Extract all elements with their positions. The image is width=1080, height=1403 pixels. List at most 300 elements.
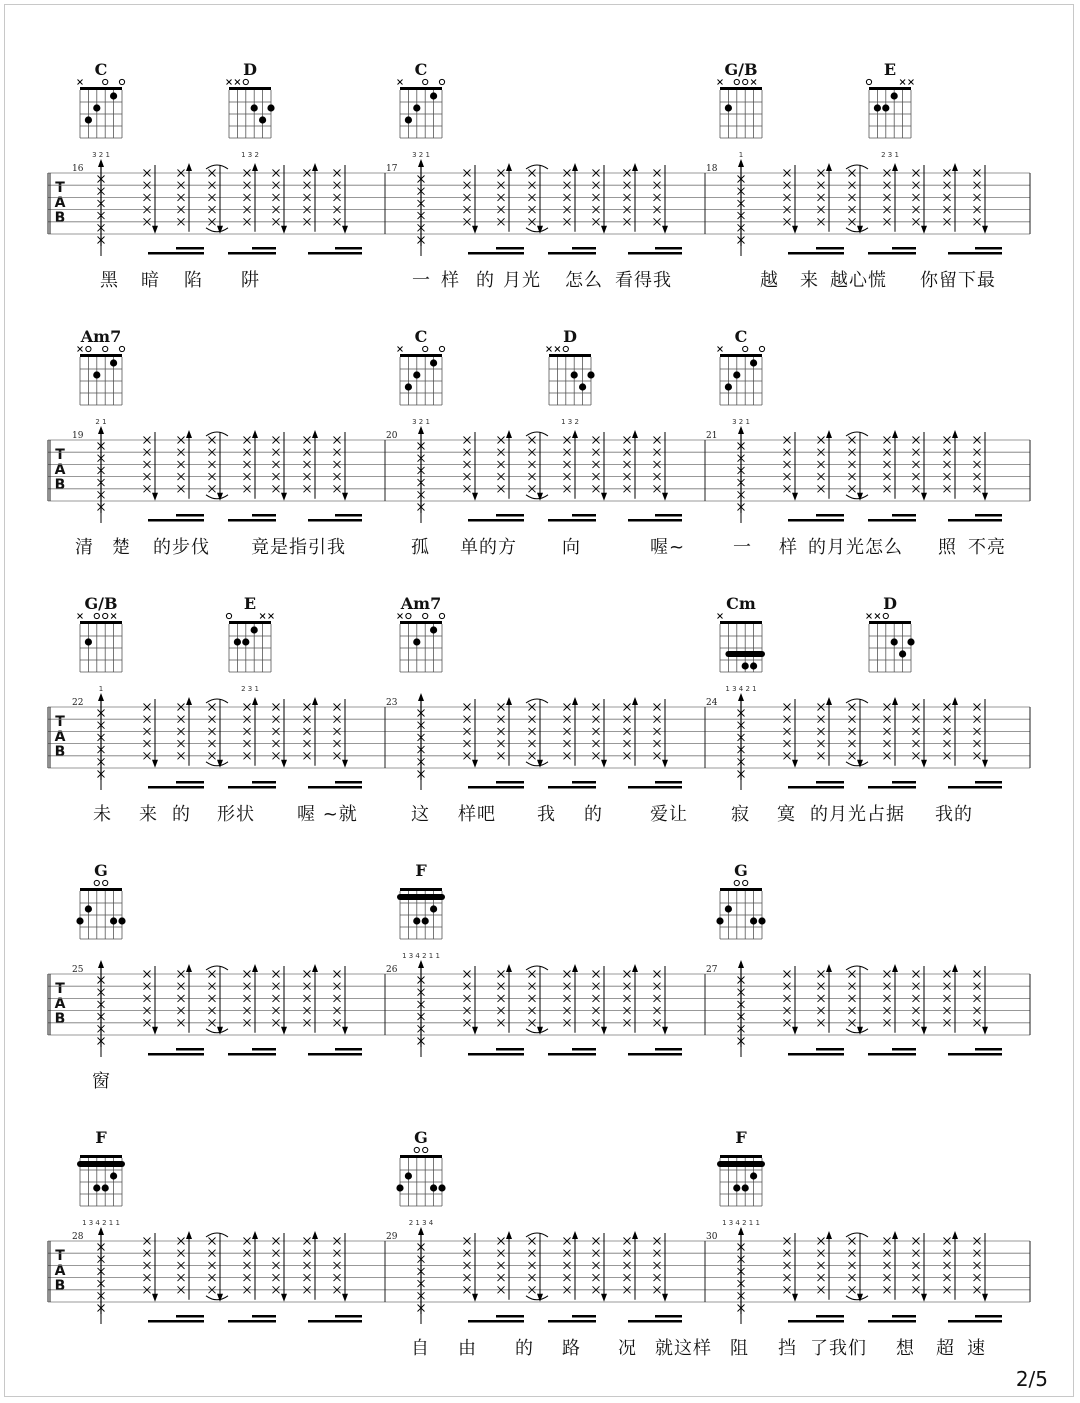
tie-arc <box>526 1296 548 1300</box>
finger-dot <box>438 1184 445 1191</box>
strum-arrow-down <box>857 1294 863 1302</box>
beam <box>628 1053 682 1056</box>
open-string-mark <box>86 346 91 351</box>
beam <box>496 247 524 250</box>
finger-dot <box>110 1172 117 1179</box>
chord-nut <box>80 621 122 624</box>
strum-arrow-up <box>98 1227 104 1235</box>
lyric: 窗 <box>92 1071 111 1092</box>
strum-arrow-up <box>252 1231 258 1239</box>
measure-number: 29 <box>386 1232 398 1242</box>
finger-dot <box>750 662 757 669</box>
strum-arrow-down <box>152 1027 158 1035</box>
beam <box>572 1048 596 1051</box>
beam <box>628 252 682 255</box>
strum-arrow-up <box>632 430 638 438</box>
tie-arc <box>846 228 868 232</box>
chord-diagram-e: E <box>243 594 257 613</box>
beam <box>655 514 682 517</box>
open-string-mark <box>423 613 428 618</box>
beam <box>788 519 844 522</box>
strum-arrow-up <box>892 697 898 705</box>
lyric: 看得我 <box>615 270 672 291</box>
strum-arrow-down <box>921 760 927 768</box>
beam <box>788 1320 844 1323</box>
lyric: 寂 <box>731 804 750 825</box>
tab-label-b: B <box>54 1011 66 1027</box>
strum-arrow-up <box>892 163 898 171</box>
chord-fingering: 1 <box>98 685 104 693</box>
beam <box>548 519 596 522</box>
barre-bar <box>725 651 765 657</box>
strum-arrow-up <box>632 697 638 705</box>
strum-arrow-down <box>217 1294 223 1302</box>
strum-arrow-up <box>826 430 832 438</box>
finger-dot <box>430 905 437 912</box>
strum-arrow-down <box>152 760 158 768</box>
finger-dot <box>405 383 412 390</box>
chord-diagram-am7: Am7 <box>400 594 442 613</box>
finger-dot <box>587 371 594 378</box>
strum-arrow-down <box>217 493 223 501</box>
measure-number: 19 <box>72 431 84 441</box>
tie-arc <box>206 1029 228 1033</box>
chord-diagram-d: D <box>563 327 577 346</box>
strum-arrow-up <box>826 697 832 705</box>
finger-dot <box>405 1172 412 1179</box>
chord-nut <box>869 621 911 624</box>
tie-arc <box>206 966 228 970</box>
finger-dot <box>725 104 732 111</box>
tie-arc <box>206 1233 228 1237</box>
chord-nut <box>400 1155 442 1158</box>
tab-label-b: B <box>54 210 66 226</box>
finger-dot <box>93 104 100 111</box>
tie-arc <box>846 1296 868 1300</box>
tie-arc <box>846 165 868 169</box>
beam <box>868 786 916 789</box>
strum-arrow-up <box>506 697 512 705</box>
lyric: 竟是指引我 <box>251 537 346 558</box>
beam <box>308 252 362 255</box>
finger-dot <box>118 917 125 924</box>
finger-dot <box>110 359 117 366</box>
strum-arrow-up <box>738 693 744 701</box>
lyric: 爱让 <box>650 804 688 825</box>
measure-number: 24 <box>706 698 718 708</box>
lyric: 想 <box>896 1338 915 1359</box>
beam <box>655 247 682 250</box>
chord-fingering: 1 3 4 2 1 <box>725 685 757 693</box>
measure-number: 22 <box>72 698 84 708</box>
strum-arrow-up <box>312 697 318 705</box>
tab-label-b: B <box>54 1278 66 1294</box>
chord-nut <box>720 87 762 90</box>
lyric: 喔~ <box>650 537 686 558</box>
tab-label-t: T <box>55 180 65 196</box>
beam <box>335 1315 362 1318</box>
finger-dot <box>267 104 274 111</box>
strum-arrow-down <box>472 1027 478 1035</box>
strum-arrow-down <box>662 760 668 768</box>
measure-number: 28 <box>72 1232 84 1242</box>
beam <box>892 781 916 784</box>
tie-arc <box>526 165 548 169</box>
beam <box>868 1320 916 1323</box>
finger-dot <box>251 626 258 633</box>
lyric: 黑 <box>100 270 119 291</box>
strum-arrow-down <box>662 226 668 234</box>
chord-nut <box>869 87 911 90</box>
beam <box>335 247 362 250</box>
lyric: 的 <box>476 270 495 291</box>
chord-fingering: 3 2 1 <box>412 151 430 159</box>
lyric: 一 <box>412 270 431 291</box>
open-string-mark <box>414 1147 419 1152</box>
strum-arrow-down <box>982 493 988 501</box>
strum-arrow-up <box>252 964 258 972</box>
finger-dot <box>725 905 732 912</box>
finger-dot <box>85 638 92 645</box>
strum-arrow-up <box>312 964 318 972</box>
barre-bar <box>77 1161 125 1167</box>
finger-dot <box>907 638 914 645</box>
beam <box>948 252 1002 255</box>
finger-dot <box>725 383 732 390</box>
finger-dot <box>750 917 757 924</box>
finger-dot <box>234 638 241 645</box>
beam <box>892 1048 916 1051</box>
lyric: 向 <box>562 537 581 558</box>
finger-dot <box>413 371 420 378</box>
beam <box>252 1315 276 1318</box>
beam <box>148 1053 204 1056</box>
lyric: 自 <box>411 1338 430 1359</box>
chord-nut <box>80 1155 122 1158</box>
chord-nut <box>80 87 122 90</box>
open-string-mark <box>103 346 108 351</box>
strum-arrow-up <box>418 693 424 701</box>
chord-fingering: 2 1 <box>95 418 107 426</box>
strum-arrow-up <box>572 163 578 171</box>
lyric: 形状 <box>217 804 255 825</box>
chord-fingering: 3 2 1 <box>412 418 430 426</box>
open-string-mark <box>439 613 444 618</box>
tie-arc <box>846 1029 868 1033</box>
measure-number: 26 <box>386 965 398 975</box>
beam <box>788 252 844 255</box>
strum-arrow-down <box>217 1027 223 1035</box>
open-string-mark <box>423 1147 428 1152</box>
tie-arc <box>526 1029 548 1033</box>
lyric: 的 <box>172 804 191 825</box>
lyric: 单的方 <box>460 537 517 558</box>
finger-dot <box>251 104 258 111</box>
strum-arrow-down <box>662 1294 668 1302</box>
chord-diagram-g-b: G/B <box>84 594 118 613</box>
beam <box>496 1048 524 1051</box>
finger-dot <box>102 1184 109 1191</box>
tab-label-a: A <box>54 1263 66 1279</box>
strum-arrow-down <box>601 1027 607 1035</box>
open-string-mark <box>439 346 444 351</box>
beam <box>308 1320 362 1323</box>
beam <box>148 519 204 522</box>
strum-arrow-down <box>921 1294 927 1302</box>
lyric: 挡 <box>778 1338 797 1359</box>
beam <box>572 1315 596 1318</box>
beam <box>548 1053 596 1056</box>
lyric: 孤 <box>411 537 430 558</box>
strum-arrow-down <box>982 1294 988 1302</box>
chord-diagram-g: G <box>94 861 108 880</box>
strum-arrow-down <box>537 493 543 501</box>
strum-arrow-down <box>281 493 287 501</box>
measure-number: 18 <box>706 164 718 174</box>
chord-diagram-c: C <box>94 60 108 79</box>
strum-arrow-up <box>952 1231 958 1239</box>
strum-arrow-down <box>342 1294 348 1302</box>
strum-arrow-up <box>98 960 104 968</box>
strum-arrow-up <box>738 426 744 434</box>
strum-arrow-up <box>252 697 258 705</box>
beam <box>628 786 682 789</box>
chord-diagram-cm: Cm <box>726 594 756 613</box>
chord-fingering: 1 3 4 2 1 1 <box>82 1219 120 1227</box>
tie-arc <box>846 1233 868 1237</box>
strum-arrow-up <box>418 426 424 434</box>
finger-dot <box>571 371 578 378</box>
tie-arc <box>206 762 228 766</box>
lyric: 一 <box>733 537 752 558</box>
strum-arrow-up <box>738 1227 744 1235</box>
lyric: 不亮 <box>968 537 1006 558</box>
chord-nut <box>400 888 442 891</box>
chord-diagram-c: C <box>734 327 748 346</box>
strum-arrow-up <box>506 964 512 972</box>
chord-diagram-g-b: G/B <box>724 60 758 79</box>
open-string-mark <box>103 880 108 885</box>
strum-arrow-up <box>186 163 192 171</box>
strum-arrow-up <box>506 163 512 171</box>
chord-diagram-c: C <box>414 60 428 79</box>
strum-arrow-up <box>738 960 744 968</box>
open-string-mark <box>94 613 99 618</box>
open-string-mark <box>439 79 444 84</box>
beam <box>176 781 204 784</box>
chord-diagram-f: F <box>95 1128 107 1147</box>
measure-number: 25 <box>72 965 84 975</box>
strum-arrow-up <box>312 430 318 438</box>
tab-label-a: A <box>54 996 66 1012</box>
finger-dot <box>733 371 740 378</box>
tab-label-b: B <box>54 744 66 760</box>
strum-arrow-down <box>857 760 863 768</box>
beam <box>252 1048 276 1051</box>
beam <box>655 1048 682 1051</box>
strum-arrow-up <box>892 964 898 972</box>
lyric: 怎么 <box>565 270 603 291</box>
finger-dot <box>396 1184 403 1191</box>
lyric: 暗 <box>141 270 160 291</box>
tie-arc <box>526 966 548 970</box>
lyric: 的月光占据 <box>810 804 905 825</box>
chord-nut <box>80 354 122 357</box>
finger-dot <box>110 92 117 99</box>
beam <box>975 514 1002 517</box>
beam <box>948 1320 1002 1323</box>
strum-arrow-down <box>921 226 927 234</box>
tie-arc <box>526 228 548 232</box>
beam <box>816 514 844 517</box>
beam <box>496 514 524 517</box>
lyric: 路 <box>562 1338 581 1359</box>
tie-arc <box>206 495 228 499</box>
chord-nut <box>720 1155 762 1158</box>
strum-arrow-down <box>857 493 863 501</box>
open-string-mark <box>743 346 748 351</box>
strum-arrow-down <box>537 1027 543 1035</box>
open-string-mark <box>119 79 124 84</box>
beam <box>816 1048 844 1051</box>
strum-arrow-down <box>857 1027 863 1035</box>
beam <box>788 1053 844 1056</box>
lyric: 来 <box>139 804 158 825</box>
finger-dot <box>242 638 249 645</box>
beam <box>868 1053 916 1056</box>
strum-arrow-up <box>952 964 958 972</box>
strum-arrow-down <box>601 760 607 768</box>
strum-arrow-down <box>472 1294 478 1302</box>
open-string-mark <box>226 613 231 618</box>
finger-dot <box>874 104 881 111</box>
beam <box>892 514 916 517</box>
chord-diagram-g: G <box>734 861 748 880</box>
strum-arrow-down <box>921 493 927 501</box>
open-string-mark <box>103 613 108 618</box>
finger-dot <box>899 650 906 657</box>
tie-arc <box>846 762 868 766</box>
strum-arrow-up <box>98 159 104 167</box>
measure-number: 20 <box>386 431 398 441</box>
chord-fingering: 2 3 1 <box>881 151 899 159</box>
measure-number: 21 <box>706 431 718 441</box>
finger-dot <box>76 917 83 924</box>
beam <box>496 1315 524 1318</box>
strum-arrow-down <box>921 1027 927 1035</box>
open-string-mark <box>563 346 568 351</box>
strum-arrow-up <box>826 964 832 972</box>
strum-arrow-down <box>982 760 988 768</box>
strum-arrow-down <box>342 1027 348 1035</box>
page-number: 2/5 <box>1015 1367 1048 1391</box>
lyric: 的月光怎么 <box>808 537 903 558</box>
finger-dot <box>413 104 420 111</box>
lyric: 由 <box>458 1338 477 1359</box>
lyric: 样 <box>441 270 460 291</box>
finger-dot <box>405 116 412 123</box>
strum-arrow-up <box>312 163 318 171</box>
strum-arrow-down <box>281 1294 287 1302</box>
beam <box>335 1048 362 1051</box>
strum-arrow-up <box>952 430 958 438</box>
finger-dot <box>758 917 765 924</box>
open-string-mark <box>734 880 739 885</box>
strum-arrow-up <box>252 430 258 438</box>
strum-arrow-down <box>152 493 158 501</box>
open-string-mark <box>734 79 739 84</box>
strum-arrow-down <box>537 226 543 234</box>
strum-arrow-down <box>152 226 158 234</box>
chord-fingering: 2 3 1 <box>241 685 259 693</box>
strum-arrow-up <box>312 1231 318 1239</box>
strum-arrow-up <box>186 964 192 972</box>
strum-arrow-up <box>98 693 104 701</box>
barre-bar <box>397 894 445 900</box>
lyric: 你留下最 <box>920 270 996 291</box>
finger-dot <box>259 116 266 123</box>
strum-arrow-up <box>632 1231 638 1239</box>
open-string-mark <box>423 79 428 84</box>
strum-arrow-down <box>857 226 863 234</box>
finger-dot <box>413 917 420 924</box>
chord-nut <box>80 888 122 891</box>
tie-arc <box>526 495 548 499</box>
lyric: 超 <box>936 1338 955 1359</box>
finger-dot <box>430 92 437 99</box>
strum-arrow-up <box>418 1227 424 1235</box>
chord-nut <box>400 621 442 624</box>
open-string-mark <box>743 79 748 84</box>
strum-arrow-down <box>601 1294 607 1302</box>
strum-arrow-up <box>892 1231 898 1239</box>
strum-arrow-up <box>186 430 192 438</box>
finger-dot <box>413 638 420 645</box>
tab-label-t: T <box>55 714 65 730</box>
lyric: 这 <box>411 804 430 825</box>
chord-fingering: 2 1 3 4 <box>408 1219 434 1227</box>
tie-arc <box>846 699 868 703</box>
strum-arrow-down <box>342 493 348 501</box>
tie-arc <box>206 165 228 169</box>
strum-arrow-down <box>792 1294 798 1302</box>
strum-arrow-up <box>186 697 192 705</box>
beam <box>975 247 1002 250</box>
lyric: 我 <box>537 804 556 825</box>
lyric: 的 <box>515 1338 534 1359</box>
strum-arrow-up <box>826 1231 832 1239</box>
open-string-mark <box>883 613 888 618</box>
beam <box>948 786 1002 789</box>
open-string-mark <box>94 880 99 885</box>
finger-dot <box>430 626 437 633</box>
beam <box>655 781 682 784</box>
strum-arrow-down <box>792 1027 798 1035</box>
lyric: 就这样 <box>655 1338 712 1359</box>
beam <box>655 1315 682 1318</box>
strum-arrow-down <box>792 226 798 234</box>
strum-arrow-up <box>252 163 258 171</box>
chord-fingering: 3 2 1 <box>92 151 110 159</box>
strum-arrow-down <box>982 1027 988 1035</box>
beam <box>468 519 524 522</box>
open-string-mark <box>866 79 871 84</box>
strum-arrow-up <box>572 964 578 972</box>
strum-arrow-up <box>506 1231 512 1239</box>
beam <box>308 786 362 789</box>
finger-dot <box>733 1184 740 1191</box>
finger-dot <box>579 383 586 390</box>
